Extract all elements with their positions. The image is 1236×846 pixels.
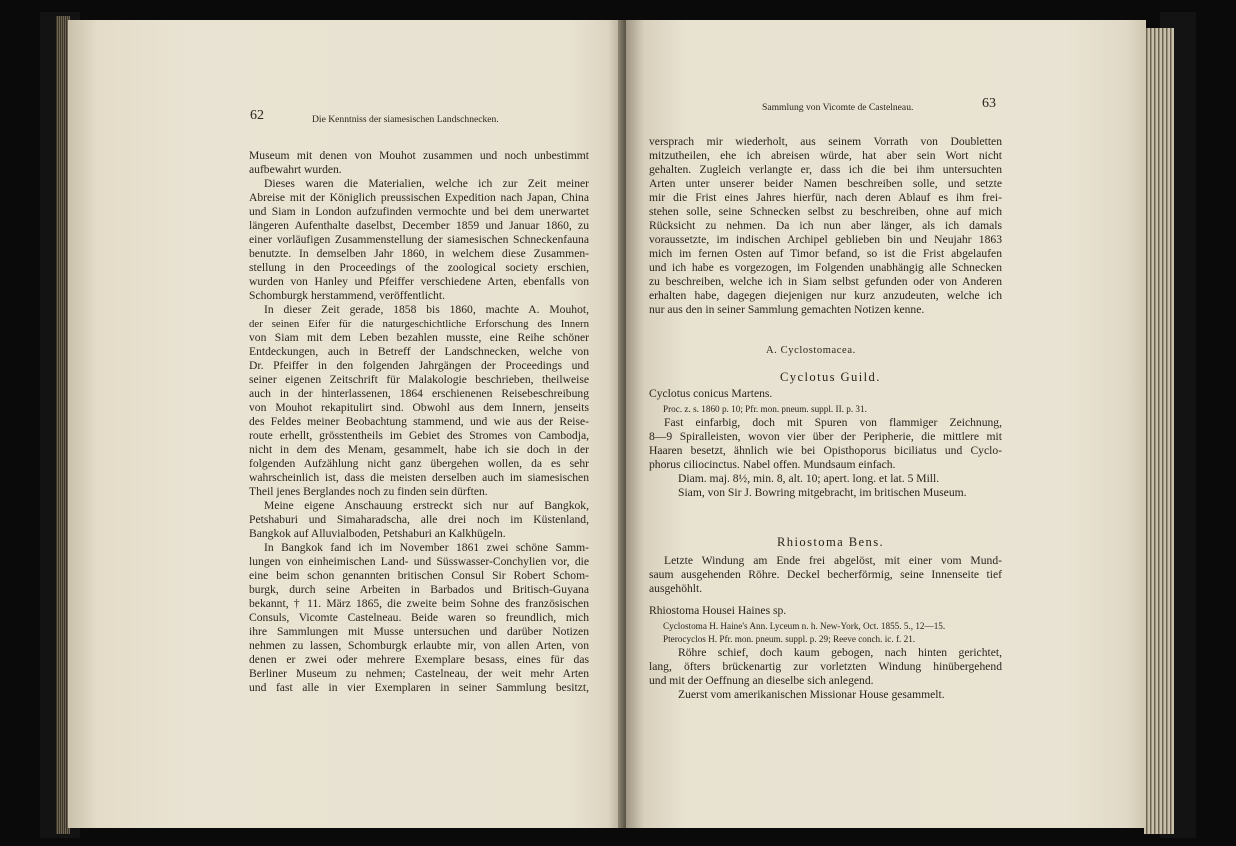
body-line: zu beschreiben, welche ich in Siam selbst gefunden oder von Anderen (649, 275, 1002, 288)
body-line: Arten unter unserer beider Namen beschreiben solle, und setzte (649, 177, 1002, 190)
origin-note: Siam, von Sir J. Bowring mitgebracht, im britischen Museum. (678, 486, 967, 499)
body-line: Röhre schief, doch kaum gebogen, nach hinten gerichtet, (678, 646, 1002, 659)
species-reference: Cyclostoma H. Haine's Ann. Lyceum n. h. New-York, Oct. 1855. 5., 12—15. (663, 621, 946, 631)
body-line: wurden von Hanley und Pfeiffer verschiedene Arten, ebenfalls von (249, 275, 589, 288)
body-line: gehalten. Zugleich verlangte er, dass ich die bei ihm untersuchten (649, 163, 1002, 176)
body-line: eine beim schon genannten britischen Consul Sir Robert Schom- (249, 569, 589, 582)
genus-heading: Rhiostoma Bens. (777, 535, 885, 549)
body-line: Zuerst vom amerikanischen Missionar House gesammelt. (678, 688, 945, 701)
running-head: Sammlung von Vicomte de Castelneau. (762, 102, 914, 113)
body-line: Meine eigene Anschauung erstreckt sich nur auf Bangkok, (264, 499, 589, 512)
page-number: 62 (250, 108, 264, 123)
body-line: Dr. Pfeiffer in den folgenden Jahrgängen der Proceedings und (249, 359, 589, 372)
body-line: aufbewahrt wurden. (249, 163, 342, 176)
body-line: des Feldes meiner Beobachtung stammend, und wie aus der Reise- (249, 415, 589, 428)
body-line: Rücksicht zu nehmen. Da ich nun aber länger, als ich damals (649, 219, 1002, 232)
body-line: Petshaburi und Simaharadscha, alle drei noch im Küstenland, (249, 513, 589, 526)
body-line: längeren Aufenthalte daselbst, December 1859 und Januar 1860, zu (249, 219, 589, 232)
right-page (626, 20, 1146, 828)
body-line: burgk, durch seine Arbeiten in Barbados und Britisch-Guyana (249, 583, 589, 596)
body-line: seiner eigenen Zeitschrift für Malakologie beschrieben, theilweise (249, 373, 589, 386)
body-line: Bangkok auf Alluvialboden, Petshaburi an Kalkhügeln. (249, 527, 506, 540)
body-line: erhalten habe, dagegen diejenigen nur kurz anzudeuten, welche ich (649, 289, 1002, 302)
body-line: Abreise mit der Königlich preussischen Expedition nach Japan, China (249, 191, 589, 204)
body-line: Letzte Windung am Ende frei abgelöst, mit einer vom Mund- (664, 554, 1002, 567)
body-line: ihre Sammlungen mit Musse untersuchen und darüber Notizen (249, 625, 589, 638)
body-line: Haaren besetzt, ähnlich wie bei Opisthoporus biciliatus und Cyclo- (649, 444, 1002, 457)
body-line: Fast einfarbig, doch mit Spuren von flammiger Zeichnung, (664, 416, 1002, 429)
body-line: mir die Frist eines Jahres hierfür, nach deren Ablauf es ihm frei- (649, 191, 1002, 204)
body-line: Theil jenes Berglandes noch zu finden sein dürften. (249, 485, 488, 498)
body-line: nehmen zu lassen, Schomburgk erlaubte mir, von allen Arten, von (249, 639, 589, 652)
species-name: Rhiostoma Housei Haines sp. (649, 604, 787, 617)
body-line: lang, öfters brückenartig zur vorletzten Windung hinübergehend (649, 660, 1002, 673)
body-line: benutzte. In demselben Jahr 1860, in welchem diese Zusammen- (249, 247, 589, 260)
body-line: saum ausgehenden Röhre. Deckel becherförmig, seine Innenseite tief (649, 568, 1002, 581)
body-line: mich im fernen Osten auf Timor befand, so ist die Frist abgelaufen (649, 247, 1002, 260)
body-line: voraussetzte, im indischen Archipel geblieben bin und Neujahr 1863 (649, 233, 1002, 246)
body-line: denen er zwei oder mehrere Exemplare besass, eines für das (249, 653, 589, 666)
left-page (68, 20, 625, 828)
body-line: mitzutheilen, ehe ich abreisen würde, hat aber sein Wort nicht (649, 149, 1002, 162)
body-line: Entdeckungen, auch in Betreff der Landschnecken, welche von (249, 345, 589, 358)
body-line: wahrscheinlich ist, dass die meisten derselben auch im siamesischen (249, 471, 589, 484)
body-line: versprach mir wiederholt, aus seinem Vorrath von Doubletten (649, 135, 1002, 148)
body-line: von Mouhot rekapitulirt sind. Obwohl aus dem Innern, jenseits (249, 401, 589, 414)
species-name: Cyclotus conicus Martens. (649, 387, 773, 400)
body-line: auch in der hinterlassenen, 1864 erschienenen Reisebeschreibung (249, 387, 589, 400)
body-line: In dieser Zeit gerade, 1858 bis 1860, machte A. Mouhot, (264, 303, 589, 316)
body-line: nur aus den in seiner Sammlung gemachten Notizen kenne. (649, 303, 925, 316)
body-line: stellung in den Proceedings of the zoological society erschien, (249, 261, 589, 274)
body-line: Consuls, Vicomte Castelneau. Beide waren so freundlich, mich (249, 611, 589, 624)
body-line: Museum mit denen von Mouhot zusammen und noch unbestimmt (249, 149, 589, 162)
body-line: lungen von einheimischen Land- und Süsswasser-Conchylien vor, die (249, 555, 589, 568)
body-line: und ich habe es vorgezogen, im Folgenden unabhängig alle Schnecken (649, 261, 1002, 274)
section-heading: A. Cyclostomacea. (766, 345, 856, 356)
body-line: bekannt, † 11. März 1865, die zweite beim Sohne des französischen (249, 597, 589, 610)
body-line: Dieses waren die Materialien, welche ich zur Zeit meiner (264, 177, 589, 190)
body-line: ausgehöhlt. (649, 582, 703, 595)
running-head: Die Kenntniss der siamesischen Landschnecken. (312, 114, 499, 125)
body-line: und mit der Oeffnung an dieselbe sich anlegend. (649, 674, 874, 687)
genus-heading: Cyclotus Guild. (780, 370, 881, 384)
body-line: Schomburgk herstammend, veröffentlicht. (249, 289, 445, 302)
body-line: von Siam mit dem Leben bezahlen musste, eine Reihe schöner (249, 331, 589, 344)
body-line: phorus ciliocinctus. Nabel offen. Mundsaum einfach. (649, 458, 896, 471)
body-line: der seinen Eifer für die naturgeschichtliche Erforschung des Innern (249, 318, 589, 330)
body-line: stehen solle, seine Schnecken selbst zu beschreiben, ohne auf mich (649, 205, 1002, 218)
page-stack-right (1144, 28, 1174, 834)
species-reference: Proc. z. s. 1860 p. 10; Pfr. mon. pneum. suppl. II. p. 31. (663, 404, 867, 414)
page-number: 63 (982, 96, 996, 111)
body-line: Berliner Museum zu nehmen; Castelneau, der weit mehr Arten (249, 667, 589, 680)
species-reference: Pterocyclos H. Pfr. mon. pneum. suppl. p. 29; Reeve conch. ic. f. 21. (663, 634, 916, 644)
body-line: folgenden Aufzählung nicht ganz übergehen wollen, da es sehr (249, 457, 589, 470)
body-line: In Bangkok fand ich im November 1861 zwei schöne Samm- (264, 541, 589, 554)
body-line: einer vorläufigen Zusammenstellung der siamesischen Schneckenfauna (249, 233, 589, 246)
body-line: route erhellt, grösstentheils im Gebiet des Stromes von Cambodja, (249, 429, 589, 442)
body-line: und Siam in London aufzufinden vermochte und bei dem unerwartet (249, 205, 589, 218)
body-line: nicht in dem des Menam, gesammelt, habe ich sie doch in der (249, 443, 589, 456)
body-line: 8—9 Spiralleisten, wovon vier über der Peripherie, die mittlere mit (649, 430, 1002, 443)
measurements: Diam. maj. 8½, min. 8, alt. 10; apert. long. et lat. 5 Mill. (678, 472, 940, 485)
body-line: und fast alle in vier Exemplaren in seiner Sammlung besitzt, (249, 681, 589, 694)
